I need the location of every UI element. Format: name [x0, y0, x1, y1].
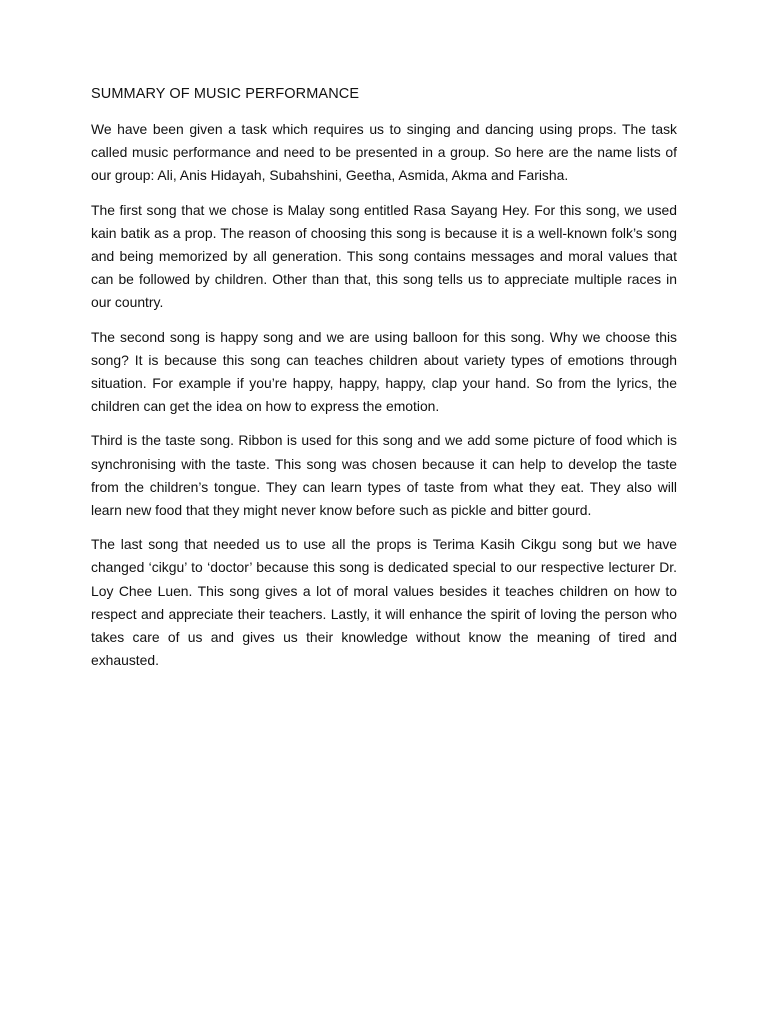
- paragraph-last-song: The last song that needed us to use all the props is Terima Kasih Cikgu song but we have changed ‘cikgu’ to ‘doctor’ because this song is dedicated special to our respective lecturer Dr. Loy Chee Luen. This song gives a lot of moral values besides it teaches children on how to respect and appreciate their teachers. Lastly, it will enhance the spirit of loving the person who takes care of us and gives us their knowledge without know the meaning of tired and exhausted.: [91, 536, 677, 669]
- document-page: [91, 84, 677, 683]
- paragraph-second-song: The second song is happy song and we are using balloon for this song. Why we choose this song? It is because this song can teaches children about variety types of emotions through situation. For example if you’re happy, happy, happy, clap your hand. So from the lyrics, the children can get the idea on how to express the emotion.: [91, 328, 677, 415]
- document-title: SUMMARY OF MUSIC PERFORMANCE: [91, 86, 360, 102]
- paragraph-group-members: We have been given a task which requires us to singing and dancing using props. The task called music performance and need to be presented in a group. So here are the name lists of our group: Ali, Anis Hidayah, Subahshini, Geetha, Asmida, Akma and Farisha.: [91, 121, 677, 184]
- paragraph-first-song: The first song that we chose is Malay song entitled Rasa Sayang Hey. For this song, we used kain batik as a prop. The reason of choosing this song is because it is a well-known folk’s song and being memorized by all generation. This song contains messages and moral values that can be followed by children. Other than that, this song tells us to appreciate multiple races in our country.: [91, 201, 677, 311]
- paragraph-third-song: Third is the taste song. Ribbon is used for this song and we add some picture of food which is synchronising with the taste. This song was chosen because it can help to develop the taste from the children’s tongue. They can learn types of taste from what they eat. They also will learn new food that they might never know before such as pickle and bitter gourd.: [91, 432, 677, 519]
